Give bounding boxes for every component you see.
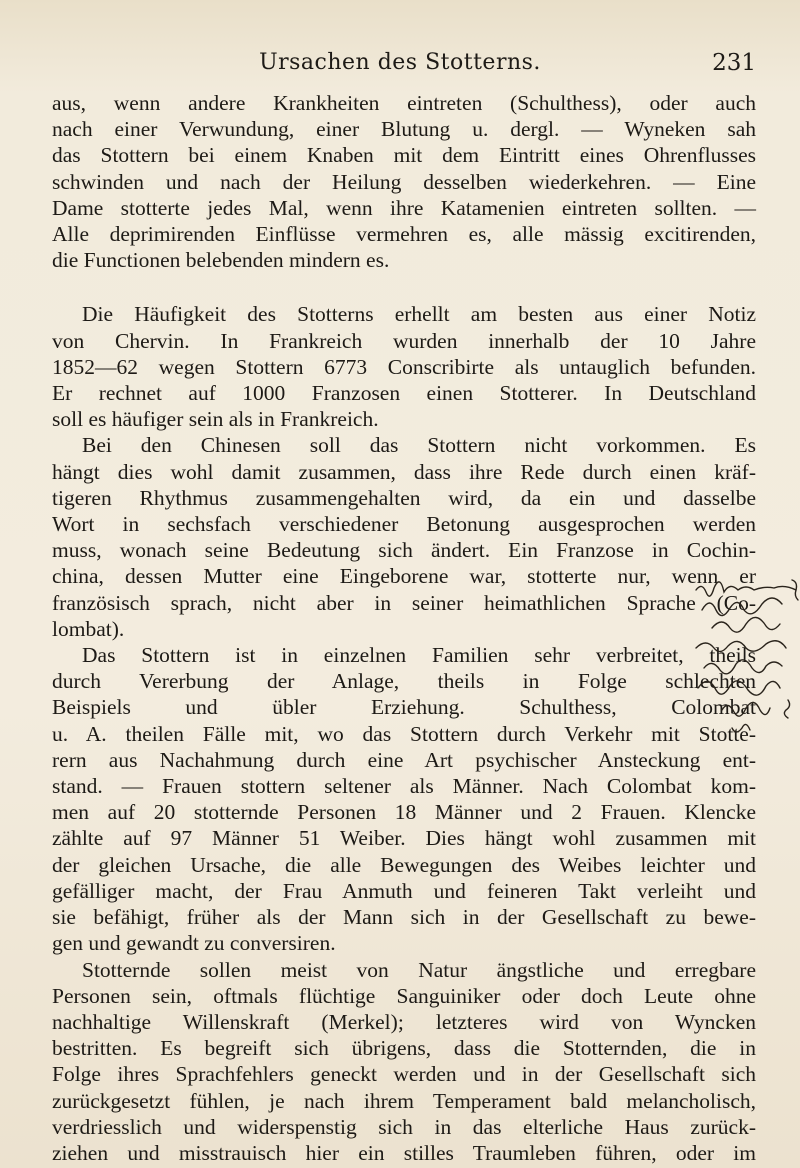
handwritten-margin-note: [692, 560, 800, 760]
text-line: rern aus Nachahmung durch eine Art psychischer Ansteckung ent-: [52, 747, 756, 772]
text-line: 1852—62 wegen Stottern 6773 Conscribirte als untauglich befunden.: [52, 354, 756, 379]
text-line: schwinden und nach der Heilung desselben wiederkehren. — Eine: [52, 169, 756, 194]
text-line: men auf 20 stotternde Personen 18 Männer und 2 Frauen. Klencke: [52, 800, 756, 825]
text-line: durch Vererbung der Anlage, theils in Folge schlechten: [52, 669, 756, 694]
page-header: [0, 50, 800, 86]
text-line: ziehen und misstrauisch hier ein stilles Traumleben führen, oder im: [52, 1140, 756, 1165]
running-title: Ursachen des Stotterns.: [259, 50, 541, 75]
text-line: Stotternde sollen meist von Natur ängstliche und erregbare: [82, 957, 756, 982]
page-number: 231: [712, 50, 756, 76]
handwritten-scribble-icon: [692, 560, 800, 760]
text-line: die Functionen belebenden mindern es.: [52, 248, 390, 273]
text-line: bestritten. Es begreift sich übrigens, dass die Stotternden, die in: [52, 1036, 756, 1061]
text-line: von Chervin. In Frankreich wurden innerhalb der 10 Jahre: [52, 328, 756, 353]
text-line: u. A. theilen Fälle mit, wo das Stottern durch Verkehr mit Stotte-: [52, 721, 756, 746]
text-line: Bei den Chinesen soll das Stottern nicht vorkommen. Es: [82, 433, 756, 458]
text-line: sie befähigt, früher als der Mann sich in der Gesellschaft zu bewe-: [52, 905, 756, 930]
text-line: gen und gewandt zu conversiren.: [52, 931, 336, 956]
paragraph-1: [52, 90, 756, 273]
text-line: französisch sprach, nicht aber in seiner heimathlichen Sprache (Co-: [52, 590, 756, 615]
text-line: zurückgesetzt fühlen, je nach ihrem Temperament bald melancholisch,: [52, 1088, 756, 1113]
text-line: das Stottern bei einem Knaben mit dem Eintritt eines Ohrenflusses: [52, 143, 756, 168]
text-line: Folge ihres Sprachfehlers geneckt werden und in der Gesellschaft sich: [52, 1062, 756, 1087]
text-line: Beispiels und übler Erziehung. Schulthess, Colombat: [52, 695, 756, 720]
paragraph-4: [52, 642, 756, 956]
text-line: Wort in sechsfach verschiedener Betonung ausgesprochen werden: [52, 512, 756, 537]
text-line: china, dessen Mutter eine Eingeborene war, stotterte nur, wenn er: [52, 564, 756, 589]
text-line: Er rechnet auf 1000 Franzosen einen Stotterer. In Deutschland: [52, 381, 756, 406]
paragraph-3: [52, 432, 756, 642]
text-line: zählte auf 97 Männer 51 Weiber. Dies hängt wohl zusammen mit: [52, 826, 756, 851]
text-line: aus, wenn andere Krankheiten eintreten (Schulthess), oder auch: [52, 91, 756, 115]
text-line: tigeren Rhythmus zusammengehalten wird, da ein und dasselbe: [52, 485, 756, 510]
body-text: [52, 90, 756, 1166]
text-line: lombat).: [52, 616, 125, 641]
paragraph-2: [52, 301, 756, 432]
paragraph-5: [52, 957, 756, 1167]
text-line: soll es häufiger sein als in Frankreich.: [52, 407, 379, 432]
text-line: Personen sein, oftmals flüchtige Sanguiniker oder doch Leute ohne: [52, 983, 756, 1008]
text-line: stand. — Frauen stottern seltener als Männer. Nach Colombat kom-: [52, 774, 756, 799]
text-line: Dame stotterte jedes Mal, wenn ihre Katamenien eintreten sollten. —: [52, 195, 756, 220]
text-line: hängt dies wohl damit zusammen, dass ihre Rede durch einen kräf-: [52, 459, 756, 484]
text-line: gefälliger macht, der Frau Anmuth und feineren Takt verleiht und: [52, 878, 756, 903]
text-line: Das Stottern ist in einzelnen Familien sehr verbreitet, theils: [82, 643, 756, 668]
text-line: muss, wonach seine Bedeutung sich ändert. Ein Franzose in Cochin-: [52, 538, 756, 563]
text-line: nach einer Verwundung, einer Blutung u. dergl. — Wyneken sah: [52, 117, 756, 142]
text-line: Alle deprimirenden Einflüsse vermehren es, alle mässig excitirenden,: [52, 222, 756, 247]
text-line: der gleichen Ursache, die alle Bewegungen des Weibes leichter und: [52, 852, 756, 877]
text-line: nachhaltige Willenskraft (Merkel); letzteres wird von Wyncken: [52, 1009, 756, 1034]
text-line: verdriesslich und widerspenstig sich in das elterliche Haus zurück-: [52, 1114, 756, 1139]
text-line: Die Häufigkeit des Stotterns erhellt am besten aus einer Notiz: [82, 302, 756, 327]
